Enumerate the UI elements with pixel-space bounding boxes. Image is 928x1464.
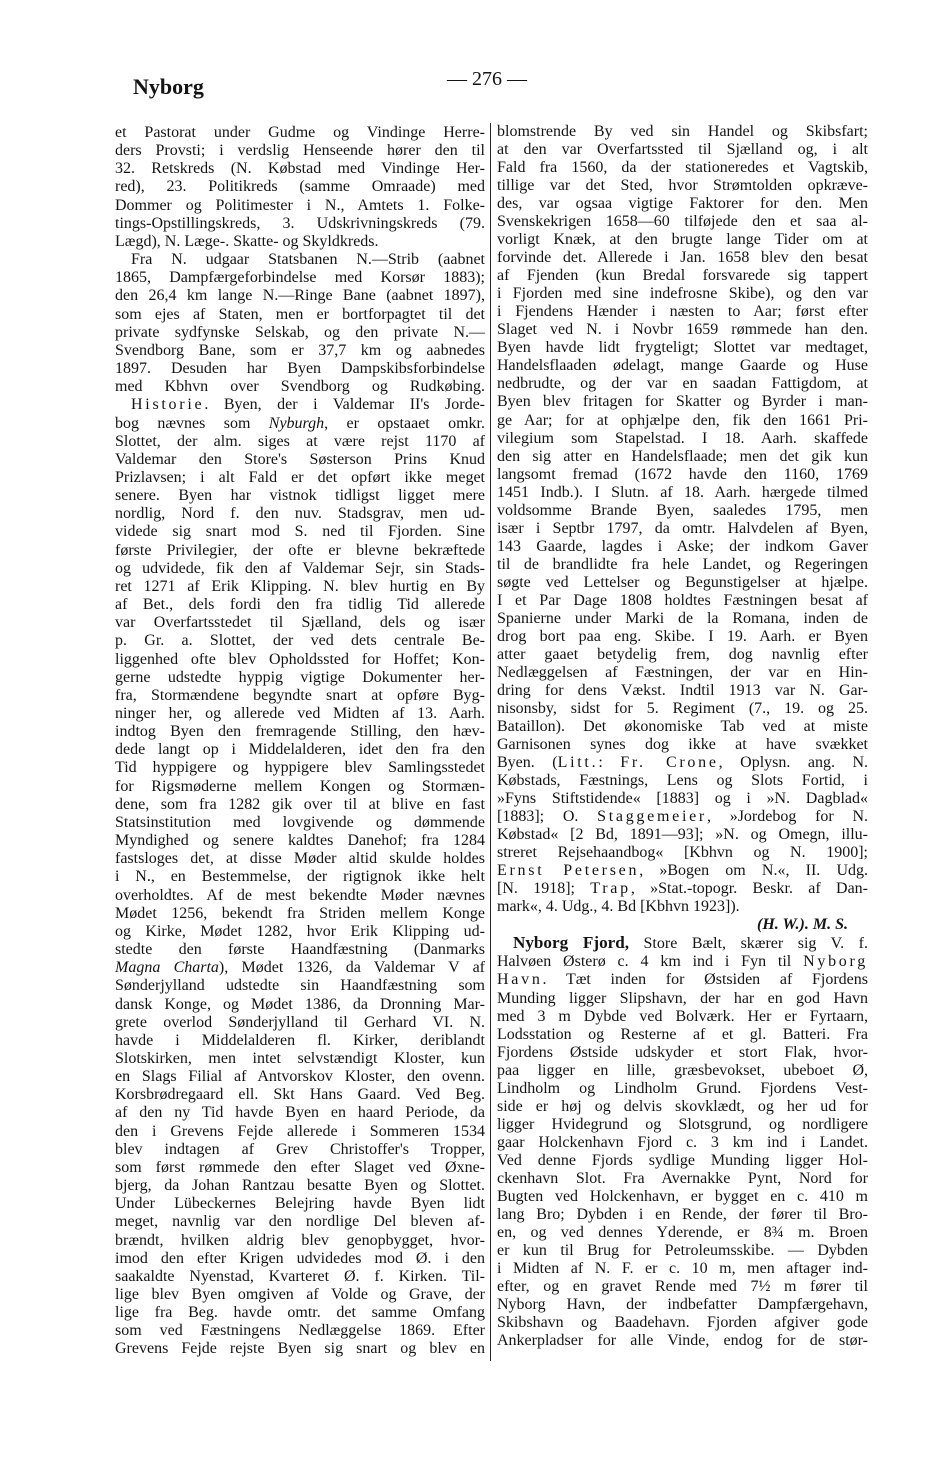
- left-column-line: i N., en Bestemmelse, der rigtignok ikke helt: [115, 868, 485, 886]
- left-column-line: havde i Middelalderen fl. Kirker, deriblandt: [115, 1031, 485, 1049]
- left-column-line: og Kirke, Mødet 1282, hvor Erik Klipping ud-: [115, 922, 485, 940]
- right-column-line: Svenskekrigen 1658—60 tilføjede den et saa al-: [497, 213, 868, 231]
- right-column-line: efter, og en gravet Rende med 7½ m fører til: [497, 1278, 868, 1295]
- right-column-line: i Midten af N. F. er c. 10 m, men aftager ind-: [497, 1259, 868, 1277]
- left-column-line: [115, 396, 485, 414]
- left-column-line: af den ny Tid havde Byen en haard Periode, da: [115, 1104, 485, 1122]
- text-segment: . Byen, der i Valdemar II's Jorde-: [204, 396, 485, 414]
- right-column-line: Spanierne under Marki de la Romana, inden de: [497, 609, 868, 627]
- right-column-line: Ankerpladser for alle Vinde, endog for de stør-: [497, 1332, 868, 1350]
- right-column-line: drog bort paa eng. Skibe. I 19. Aarh. er Byen: [497, 627, 868, 645]
- page-number: — 276 —: [447, 68, 527, 90]
- left-column-line: grete overlod Sønderjylland til Gerhard VI. N.: [115, 1013, 485, 1031]
- left-column-line: dansk Konge, og Mødet 1386, da Dronning Mar-: [115, 995, 485, 1013]
- left-column-line: Slotskirken, men intet selvstændigt Kloster, kun: [115, 1049, 485, 1067]
- right-column-line: Skibshavn og Baadehavn. Fjorden afgiver gode: [497, 1314, 868, 1332]
- left-column-line: og udvidede, fik den af Valdemar Sejr, sin Stads-: [115, 559, 485, 577]
- right-column-line: Fjordens Østside udskyder et stort Flak, hvor-: [497, 1043, 868, 1061]
- right-column-line: [497, 808, 868, 826]
- right-column-line: ckenhavn Slot. Fra Avernakke Pynt, Nord for: [497, 1169, 868, 1187]
- italic-text: Nyburgh: [268, 414, 325, 432]
- text-segment: , »Stat.-topogr. Beskr. af Dan-: [630, 880, 869, 898]
- left-column-line: 32. Retskreds (N. Købstad med Vindinge Her-: [115, 160, 485, 178]
- right-column-line: lang Bro; Dybden i en Rende, der fører til Bro-: [497, 1205, 868, 1223]
- right-column-line: Byen havde lidt frygteligt; Slottet var medtaget,: [497, 339, 868, 357]
- left-column-line: senere. Byen har vistnok tidligst ligget mere: [115, 487, 485, 505]
- right-column-line: Garnisonen synes dog ikke at have svækket: [497, 736, 868, 754]
- spaced-text: Staggemeier: [597, 808, 707, 826]
- right-column-line: den sig atter en Handelsflaade; men det gik kun: [497, 447, 868, 465]
- right-text-column: [497, 123, 868, 1350]
- left-column-line: Svendborg Bane, som er 37,7 km og aabnedes: [115, 341, 485, 359]
- right-column-line: Købstad« [2 Bd, 1891—93]; »N. og Omegn, illu-: [497, 826, 868, 844]
- right-column-line: blomstrende By ved sin Handel og Skibsfart;: [497, 123, 868, 140]
- right-column-line: søgte ved Lettelser og Begunstigelser at hjælpe.: [497, 573, 868, 591]
- left-column-line: private sydfynske Selskab, og den private N.—: [115, 323, 485, 341]
- right-column-line: [497, 880, 868, 898]
- right-column-line: forvinde det. Allerede i Jan. 1658 blev den besat: [497, 249, 868, 267]
- left-column-line: var Overfartsstedet til Sjælland, dels og især: [115, 614, 485, 632]
- text-segment: [1883]; O.: [497, 808, 598, 826]
- right-column-line: paa ligger en lille, græsbevokset, ubeboet Ø,: [497, 1061, 868, 1079]
- left-column-line: dene, som fra 1282 gik over til at blive en fast: [115, 795, 485, 813]
- left-column-line: liggenhed ofte blev Opholdssted for Hoffet; Kon-: [115, 650, 485, 668]
- text-segment: , »Jordebog for N.: [706, 808, 868, 826]
- left-column-line: 1865, Dampfærgeforbindelse med Korsør 1883);: [115, 269, 485, 287]
- text-segment: , Oplysn. ang. N.: [718, 754, 869, 772]
- right-column-line: Købstads, Fæstnings, Lens og Slots Fortid, i: [497, 772, 868, 790]
- right-column-line: gaar Holckenhavn Fjord c. 3 km ind i Landet.: [497, 1133, 868, 1151]
- right-column-line: I et Par Dage 1808 holdtes Fæstningen besat af: [497, 591, 868, 609]
- right-column-line: atter gaaet betydelig frem, dog navnlig efter: [497, 645, 868, 663]
- right-column-line: langsomt fremad (1672 havde den 1160, 1769: [497, 465, 868, 483]
- left-column-line: overholdtes. Af de mest bekendte Møder nævnes: [115, 886, 485, 904]
- left-column-line: ret 1271 af Erik Klipping. N. blev hurtig en By: [115, 577, 485, 595]
- right-column-line: Bataillon). Det økonomiske Tab ved at miste: [497, 718, 868, 736]
- column-divider: [490, 123, 491, 1361]
- text-segment: [N. 1918];: [497, 880, 591, 898]
- left-column-line: tings-Opstillingskreds, 3. Udskrivningskreds (79.: [115, 214, 485, 232]
- spaced-text: Fr. Crone: [620, 754, 719, 772]
- right-column-line: Slaget ved N. i Novbr 1659 rømmede han den.: [497, 321, 868, 339]
- text-segment: Halvøen Østerø c. 4 km ind i Fyn til: [497, 953, 804, 971]
- right-column-line: Munding ligger Slipshavn, der har en god Havn: [497, 989, 868, 1007]
- author-signature: (H. W.). M. S.: [757, 916, 848, 934]
- right-column-line: til de brandlidte fra hele Landet, og Regeringen: [497, 555, 868, 573]
- left-column-line: gerne udstedte hyppig vigtige Dokumenter her-: [115, 668, 485, 686]
- left-column-line: fra, Stormændene begyndte snart at opføre Byg-: [115, 686, 485, 704]
- right-column-line: dring for dens Vækst. Indtil 1913 var N. Gar-: [497, 681, 868, 699]
- spaced-text: Havn: [497, 971, 543, 989]
- left-column-line: som ved Fæstningens Nedlæggelse 1869. Efter: [115, 1322, 485, 1340]
- left-column-line: Valdemar den Store's Søsterson Prins Knud: [115, 450, 485, 468]
- left-column-line: p. Gr. a. Slottet, der ved dets centrale Be-: [115, 632, 485, 650]
- left-column-line: ders Provsti; i verdslig Henseende hører den til: [115, 142, 485, 160]
- left-column-line: den i Grevens Fejde allerede i Sommeren 1534: [115, 1122, 485, 1140]
- right-column-line: Bugten ved Holckenhavn, er bygget en c. 410 m: [497, 1187, 868, 1205]
- right-column-line: er kun til Brug for Petroleumsskibe. — Dybden: [497, 1241, 868, 1259]
- left-column-line: med Kbhvn over Svendborg og Rudkøbing.: [115, 378, 485, 396]
- right-column-line: [497, 971, 868, 989]
- left-column-line: brændt, hvilken aldrig blev genopbygget, hvor-: [115, 1231, 485, 1249]
- left-column-line: Under Lübeckernes Belejring havde Byen lidt: [115, 1195, 485, 1213]
- right-column-line: [497, 862, 868, 880]
- left-column-line: Myndighed og senere kaldtes Danehof; fra 1284: [115, 832, 485, 850]
- spaced-text: Nyborg: [803, 953, 868, 971]
- left-column-line: lige blev Byen omgiven af Volde og Grave, der: [115, 1286, 485, 1303]
- right-column-line: 143 Gaarde, lagdes i Aske; der indkom Gaver: [497, 537, 868, 555]
- left-column-line: red), 23. Politikreds (samme Omraade) med: [115, 178, 485, 196]
- right-column-line: Ved denne Fjords sydlige Munding ligger Hol-: [497, 1151, 868, 1169]
- right-column-line: Nedlæggelsen af Fæstningen, der var en Hin-: [497, 663, 868, 681]
- left-column-line: bjerg, da Johan Rantzau besatte Byen og Slottet.: [115, 1177, 485, 1195]
- left-column-line: Korsbrødregaard ell. Skt Hans Gaard. Ved Beg.: [115, 1086, 485, 1104]
- left-column-line: den 26,4 km lange N.—Ringe Bane (aabnet 1897),: [115, 287, 485, 305]
- left-column-line: et Pastorat under Gudme og Vindinge Herre-: [115, 124, 485, 141]
- right-column-line: [497, 934, 868, 953]
- text-segment: , »Bogen om N.«, II. Udg.: [639, 862, 868, 880]
- right-column-line: [497, 953, 868, 971]
- right-column-line: nisonsby, sidst for 5. Regiment (7., 19. og 25.: [497, 700, 868, 717]
- right-column-line: Lindholm og Lindholm Grund. Fjordens Vest-: [497, 1079, 868, 1097]
- right-column-line: ge Aar; for at ophjælpe den, fik den 1661 Pri-: [497, 411, 868, 429]
- right-column-line: Byen blev fritagen for Skatter og Byrder i man-: [497, 393, 868, 411]
- right-column-line: vorligt Knæk, at den brugte lange Tider om at: [497, 231, 868, 249]
- text-segment: Byen. (: [497, 754, 558, 772]
- left-column-line: imod den efter Krigen udvidedes mod Ø. i den: [115, 1249, 485, 1267]
- left-text-column: [115, 124, 485, 1359]
- left-column-line: Sønderjylland udstedte sin Haandfæstning som: [115, 977, 485, 995]
- spaced-text: Historie: [131, 396, 205, 414]
- left-column-line: 1897. Desuden har Byen Dampskibsforbindelse: [115, 360, 485, 378]
- left-column-line: meget, navnlig var den nordlige Del bleven af-: [115, 1213, 485, 1231]
- left-column-line: Prizlavsen; i alt Fald er det opført ikke meget: [115, 468, 485, 486]
- right-column-line: en, og ved dennes Yderende, er 8¾ m. Broen: [497, 1223, 868, 1241]
- right-column-line: Fald fra 1560, da der stationeredes et Vagtskib,: [497, 159, 868, 177]
- left-column-line: Mødet 1256, bekendt fra Striden mellem Konge: [115, 904, 485, 922]
- right-column-line: vilegium som Stapelstad. I 18. Aarh. skaffede: [497, 429, 868, 447]
- left-column-line: lige fra Beg. havde omtr. det samme Omfang: [115, 1304, 485, 1322]
- right-column-line: Handelsflaaden ødelagt, mange Gaarde og Huse: [497, 357, 868, 375]
- right-column-line: mark«, 4. Udg., 4. Bd [Kbhvn 1923]).: [497, 898, 740, 916]
- text-segment: , er opstaaet omkr.: [324, 414, 486, 432]
- running-header-title: Nyborg: [133, 74, 204, 99]
- left-column-line: Lægd), N. Læge-. Skatte- og Skyldkreds.: [115, 232, 379, 250]
- right-column-line: des, var ogsaa vigtige Faktorer for den. Men: [497, 195, 868, 213]
- text-segment: Store Bælt, skærer sig V. f.: [629, 935, 868, 953]
- text-segment: :: [598, 754, 621, 772]
- right-column-line: nedbrudte, og der var en saadan Fattigdom, at: [497, 375, 868, 393]
- left-column-line: som først rømmede den efter Slaget ved Øxne-: [115, 1158, 485, 1176]
- right-column-line: »Fyns Stiftstidende« [1883] og i »N. Dagblad«: [497, 790, 868, 808]
- left-column-line: blev indtagen af Grev Christoffer's Tropper,: [115, 1140, 485, 1158]
- right-column-line: at den var Overfartssted til Sjælland og, i alt: [497, 141, 868, 159]
- right-column-line: 1451 Indb.). I Slutn. af 18. Aarh. hærgede tilmed: [497, 483, 868, 501]
- right-column-line: ligger Hvidegrund og Slotsgrund, og nordligere: [497, 1115, 868, 1133]
- right-column-line: især i Septbr 1797, da omtr. Halvdelen af Byen,: [497, 519, 868, 537]
- left-column-line: af Bet., dels fordi den fra tidlig Tid allerede: [115, 596, 485, 614]
- left-column-line: Grevens Fejde rejste Byen sig snart og blev en: [115, 1340, 485, 1358]
- italic-text: Magna Charta: [115, 959, 219, 977]
- right-column-line: i Fjorden med sine indefrosne Skibe), og den var: [497, 285, 868, 303]
- right-column-line: [497, 754, 868, 772]
- text-segment: bog nævnes som: [115, 414, 269, 432]
- spaced-text: Trap: [590, 880, 631, 898]
- right-column-line: tillige var det Sted, hvor Strømtolden opkræve-: [497, 177, 868, 195]
- left-column-line: Slottet, der alm. siges at være rejst 1170 af: [115, 432, 485, 450]
- right-column-line: streret Rejsehaandbog« [Kbhvn og N. 1900];: [497, 844, 868, 862]
- left-column-line: videde sig snart mod S. ned til Fjorden. Sine: [115, 523, 485, 541]
- left-column-line: indtog Byen den fremragende Stilling, den hæv-: [115, 723, 485, 741]
- left-column-line: Statsinstitution med lovgivende og dømmende: [115, 813, 485, 831]
- text-segment: . Tæt inden for Østsiden af Fjordens: [542, 971, 868, 989]
- left-column-line: Dommer og Politimester i N., Amtets 1. Folke-: [115, 196, 485, 214]
- left-column-line: en Slags Filial af Antvorskov Kloster, den ovenn.: [115, 1068, 485, 1086]
- right-column-line: af Fjenden (kun Bredal forsvarede sig tappert: [497, 267, 868, 285]
- spaced-text: Litt.: [557, 754, 599, 772]
- left-column-line: [115, 415, 485, 433]
- spaced-text: Ernst Petersen: [497, 862, 640, 880]
- bold-text: Nyborg Fjord,: [513, 933, 630, 953]
- left-column-line: stedte den første Haandfæstning (Danmarks: [115, 941, 485, 959]
- right-column-line: med 3 m Dybde ved Bolværk. Her er Fyrtaarn,: [497, 1007, 868, 1025]
- left-column-line: fastsloges det, at disse Møder altid skulde holdes: [115, 850, 485, 868]
- left-column-line: første Privilegier, der ofte er blevne bekræftede: [115, 541, 485, 559]
- right-column-line: side er høj og delvis skovklædt, og her ud for: [497, 1097, 868, 1115]
- right-column-line: Lodsstation og Resterne af et gl. Batteri. Fra: [497, 1025, 868, 1043]
- right-column-line: voldsomme Brande Byen, saaledes 1795, men: [497, 501, 868, 519]
- left-column-line: [115, 959, 485, 977]
- left-column-line: dede langt op i Middelalderen, idet den fra den: [115, 741, 485, 759]
- text-segment: ), Mødet 1326, da Valdemar V af: [218, 959, 486, 977]
- left-column-line: nordlig, Nord f. den nuv. Stadsgrav, men ud-: [115, 505, 485, 523]
- right-column-line: i Fjendens Hænder i næsten to Aar; først efter: [497, 303, 868, 321]
- left-column-line: Fra N. udgaar Statsbanen N.—Strib (aabnet: [131, 251, 485, 269]
- left-column-line: Tid hyppigere og hyppigere blev Samlingsstedet: [115, 759, 485, 777]
- left-column-line: for Rigsmøderne mellem Kongen og Stormæn-: [115, 777, 485, 795]
- left-column-line: saakaldte Nyenstad, Kvarteret Ø. f. Kirken. Til-: [115, 1267, 485, 1285]
- left-column-line: ninger her, og allerede ved Midten af 13. Aarh.: [115, 705, 485, 722]
- right-column-line: Nyborg Havn, der indbefatter Dampfærgehavn,: [497, 1296, 868, 1314]
- left-column-line: som ejes af Staten, men er bortforpagtet til det: [115, 305, 485, 323]
